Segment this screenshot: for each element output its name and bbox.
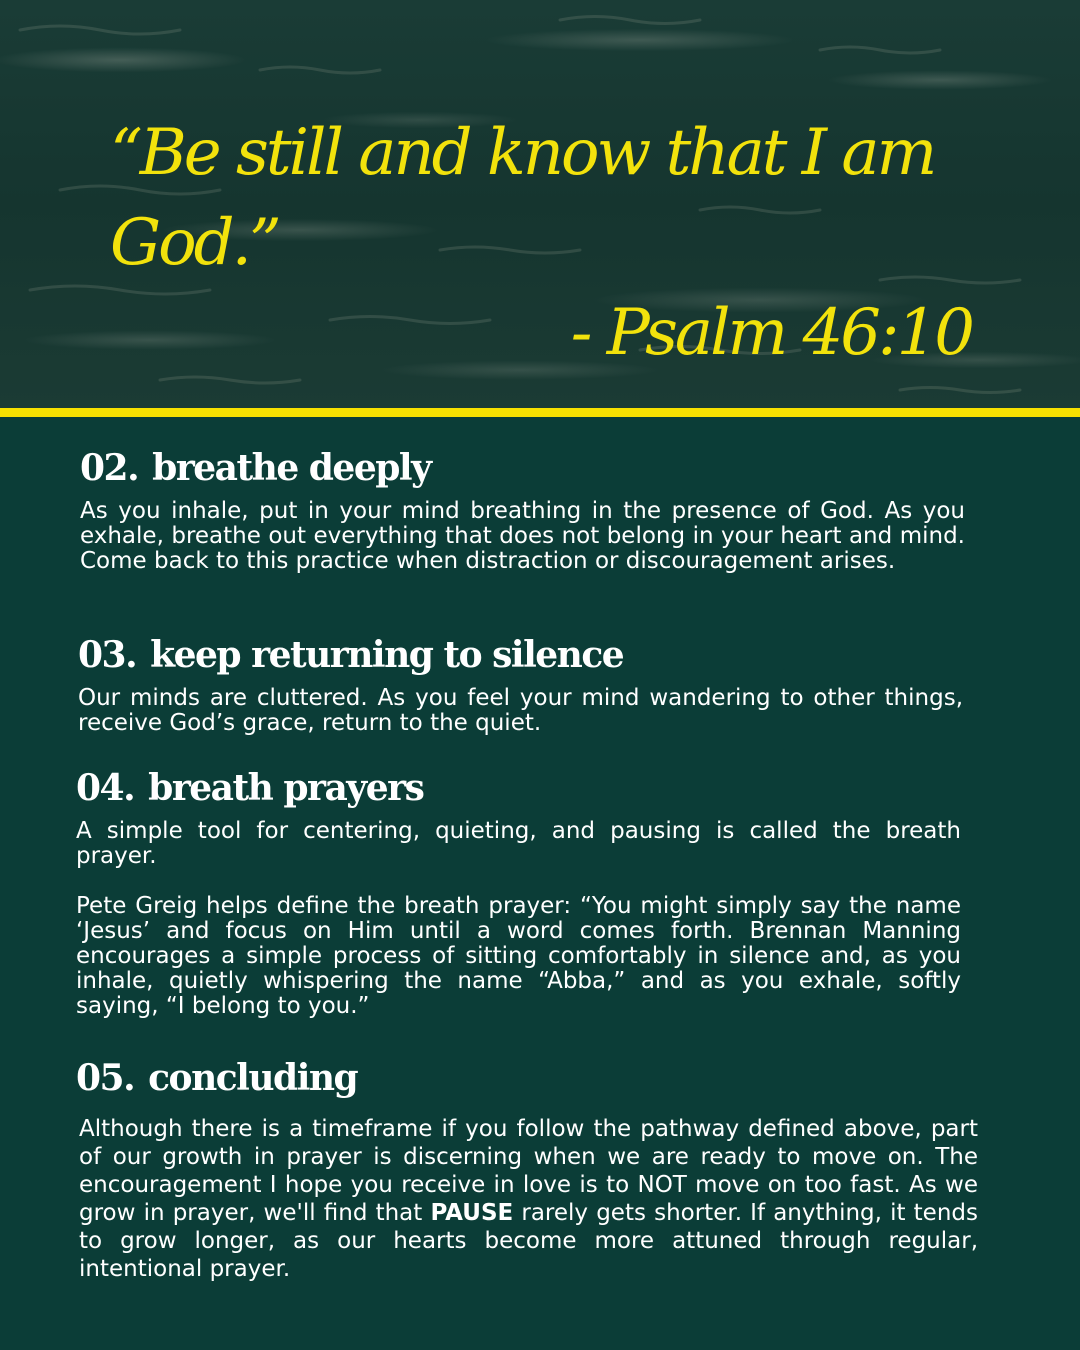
- section-title: breath prayers: [148, 767, 424, 809]
- quote-text: “Be still and know that I am God.”: [110, 116, 935, 280]
- section-title: breathe deeply: [152, 447, 431, 489]
- section-heading: [78, 634, 963, 676]
- paragraph: As you inhale, put in your mind breathing in the presence of God. As you exhale, breathe out everything that does not belong in your heart and mind. Come back to this practice when distraction or discouragement arises.: [80, 498, 965, 574]
- section-title: concluding: [148, 1057, 358, 1099]
- section-number: 04.: [76, 767, 135, 809]
- paragraph: Pete Greig helps define the breath prayer: “You might simply say the name ‘Jesus’ and focus on Him until a word comes forth. Brennan Manning encourages a simple process of sitting comfortably in silence and, as you inhale, quietly whispering the name “Abba,” and as you exhale, softly saying, “I belong to you.”: [76, 893, 961, 1019]
- section-heading: [76, 1057, 978, 1099]
- section-number: 03.: [78, 634, 137, 676]
- section-heading: [76, 767, 961, 809]
- yellow-divider: [0, 408, 1080, 417]
- section-concluding: [76, 1057, 978, 1283]
- scripture-quote: [100, 108, 1000, 378]
- quote-reference: - Psalm 46:10: [570, 296, 972, 370]
- paragraph: Our minds are cluttered. As you feel your mind wandering to other things, receive God’s grace, return to the quiet.: [78, 685, 963, 736]
- section-number: 02.: [80, 447, 139, 489]
- content-area: [0, 417, 1080, 1350]
- section-breath-prayers: [76, 767, 961, 1019]
- section-body: [78, 686, 963, 736]
- water-background-image: [0, 0, 1080, 408]
- emphasis-pause: PAUSE: [430, 1200, 514, 1226]
- section-body: [76, 819, 961, 1019]
- section-number: 05.: [76, 1057, 135, 1099]
- section-title: keep returning to silence: [150, 634, 624, 676]
- section-keep-returning-to-silence: [78, 634, 963, 736]
- paragraph: [79, 1115, 978, 1283]
- section-heading: [80, 447, 965, 489]
- paragraph: A simple tool for centering, quieting, and pausing is called the breath prayer.: [76, 818, 961, 869]
- section-body: [76, 1115, 978, 1283]
- paragraph-text: Although there is a timeframe if you follow the pathway defined above, part of our growth in prayer is discerning when we are ready to move on. The encouragement I hope you receive in love is to NOT move on too fast. As we grow in prayer, we'll find that: [79, 1116, 978, 1226]
- section-body: [80, 499, 965, 574]
- section-breathe-deeply: [80, 447, 965, 574]
- paragraph-text: rarely gets shorter. If anything, it tends to grow longer, as our hearts become more attuned through regular, intentional prayer.: [79, 1200, 978, 1282]
